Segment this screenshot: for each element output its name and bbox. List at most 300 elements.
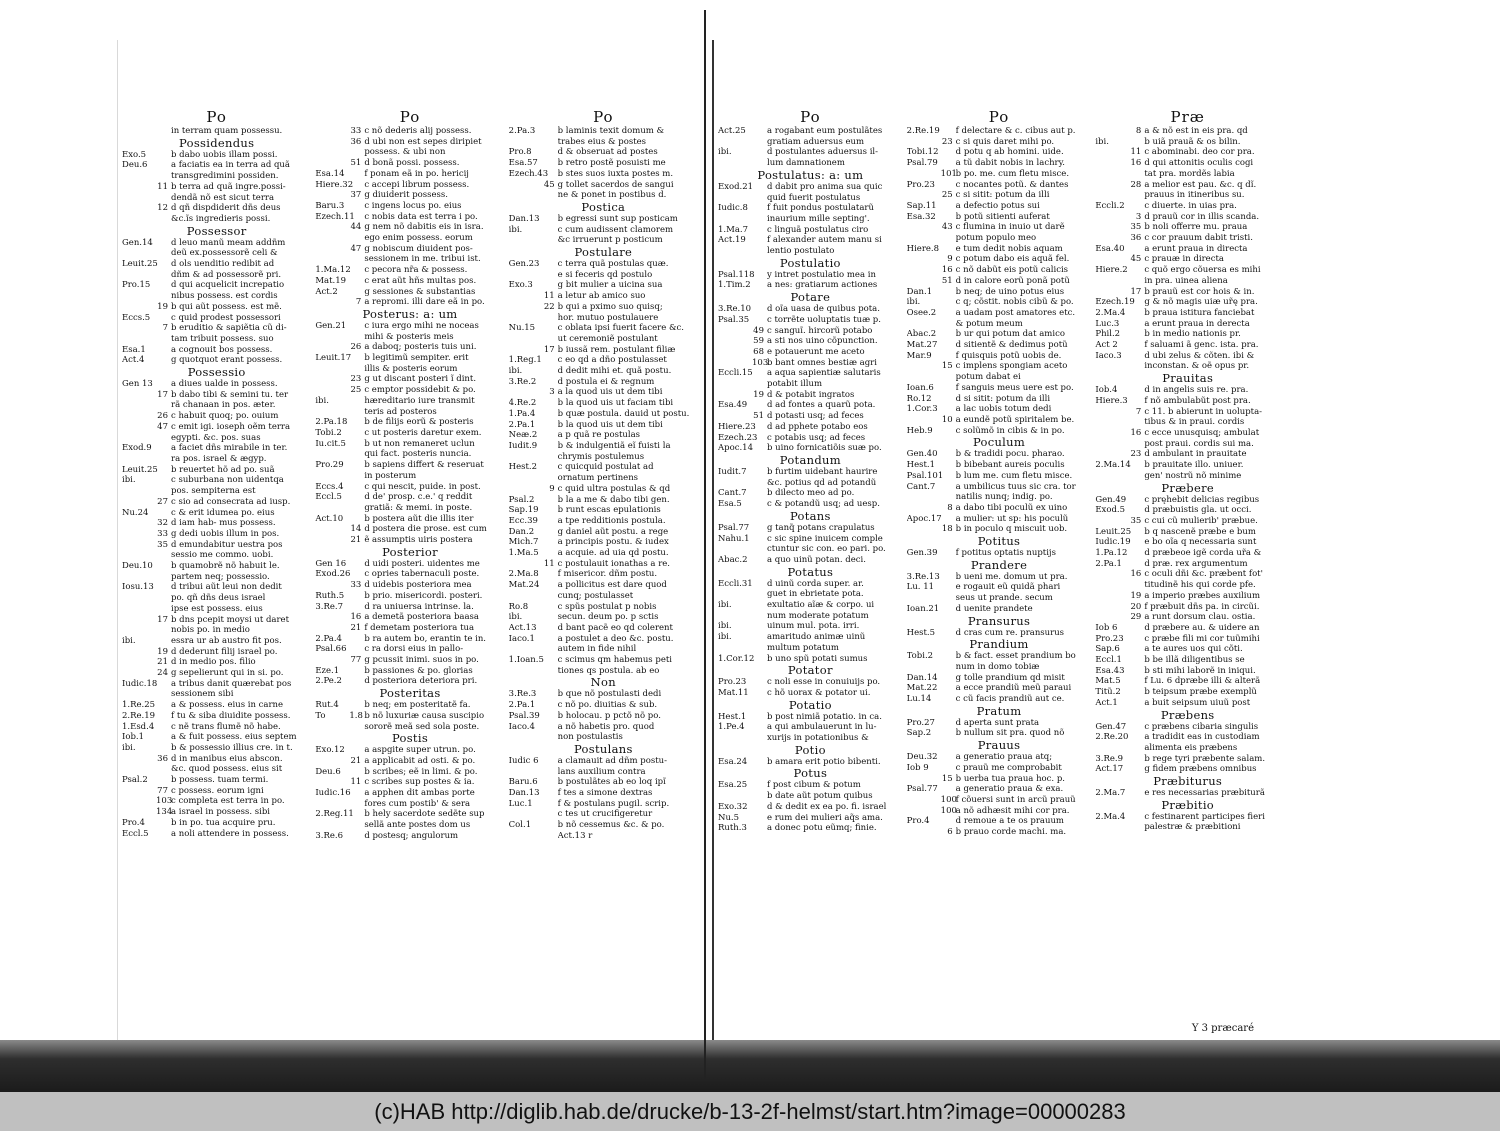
- chapter-number: [1129, 319, 1144, 330]
- index-line: [315, 222, 504, 233]
- chapter-number: [156, 280, 171, 291]
- book-reference: [315, 535, 349, 546]
- book-reference: [509, 644, 543, 655]
- index-line: [509, 655, 698, 666]
- entry-text: e rum dei mulieri aq̃s ama.: [767, 812, 883, 823]
- book-reference: [122, 486, 156, 497]
- entry-text: c potum dabo eis aquã fel.: [955, 254, 1070, 265]
- chapter-number: [543, 441, 558, 452]
- chapter-number: [752, 823, 767, 834]
- book-reference: Luc.3: [1095, 318, 1120, 329]
- book-reference: Pro.15: [122, 280, 151, 291]
- chapter-number: [543, 756, 558, 767]
- chapter-number: [752, 600, 767, 611]
- book-reference: 2.Pa.3: [508, 126, 536, 136]
- entry-text: &c. quod possess. eius sit: [171, 764, 283, 775]
- entry-text: b & indulgentiã eĩ fuisti la: [557, 440, 671, 451]
- index-line: [718, 632, 903, 643]
- index-entries: [122, 126, 311, 839]
- chapter-number: 15: [941, 361, 953, 372]
- entry-text: amaritudo animæ uinũ: [767, 632, 866, 643]
- book-reference: [718, 544, 752, 555]
- chapter-number: [941, 212, 956, 223]
- chapter-number: [941, 548, 956, 559]
- chapter-number: 19: [157, 301, 168, 312]
- book-reference: Sap.11: [906, 200, 937, 211]
- index-line: [1095, 743, 1280, 754]
- entry-text: d qui attonitis oculis cogi: [1144, 158, 1254, 169]
- book-reference: [122, 400, 156, 411]
- book-reference: Apoc.14: [718, 443, 753, 454]
- book-reference: [907, 319, 941, 330]
- entry-text: b passiones & po. glorias: [364, 665, 473, 676]
- index-line: [907, 254, 1092, 265]
- chapter-number: 68: [753, 346, 764, 357]
- chapter-number: 47: [157, 421, 168, 432]
- book-reference: 2.Pa.18: [315, 417, 348, 428]
- entry-text: b dns pcepit moysi ut daret: [171, 614, 290, 625]
- index-line: [1095, 201, 1280, 212]
- index-line: [1095, 516, 1280, 527]
- entry-text: titudinẽ his qui corde pfe.: [1144, 580, 1256, 591]
- index-line: [315, 460, 504, 471]
- book-reference: ibi.: [508, 224, 523, 235]
- index-line: [122, 238, 311, 249]
- entry-text: b sapiens differt & reseruat: [364, 460, 484, 471]
- entry-text: c præbens cibaria singulis: [1144, 721, 1259, 732]
- chapter-number: 25: [941, 190, 953, 201]
- index-line: [315, 353, 504, 364]
- entry-text: nobis po. in medio: [171, 625, 250, 636]
- entry-text: c spũs postulat p nobis: [557, 601, 657, 612]
- entry-text: b furtim uidebant haurire: [767, 466, 878, 477]
- chapter-number: [156, 700, 171, 711]
- book-reference: [1095, 612, 1129, 623]
- entry-text: potum dabat ei: [955, 372, 1021, 383]
- entry-text: a nõ adhæsit mihi cor pra.: [955, 805, 1070, 816]
- entry-text: b quæ postula. dauid ut postu.: [557, 408, 690, 419]
- headword: Postica: [581, 199, 626, 214]
- chapter-number: [543, 655, 558, 666]
- index-line: [718, 182, 903, 193]
- entry-text: b prauo corde machi. ma.: [955, 827, 1067, 838]
- entry-text: c festinarent participes fieri: [1144, 811, 1265, 822]
- chapter-number: [1129, 559, 1144, 570]
- index-line: [122, 323, 311, 334]
- index-line: [907, 190, 1092, 201]
- book-reference: [509, 190, 543, 201]
- entry-text: &c irruerunt p posticum: [557, 235, 663, 246]
- entry-text: f delectare & c. cibus aut p.: [955, 126, 1076, 136]
- index-line: [509, 270, 698, 281]
- entry-text: trabes eius & postes: [557, 136, 647, 147]
- index-line: [122, 657, 311, 668]
- scan-bottom-shadow: [0, 1040, 1500, 1094]
- book-reference: Iosu.13: [122, 582, 154, 593]
- entry-text: a apphen dit ambas porte: [364, 788, 475, 799]
- entry-text: a uadam post amatores etc.: [955, 307, 1076, 318]
- entry-text: d uidi posteri. uidentes me: [364, 558, 480, 569]
- book-reference: 1.Reg.1: [508, 355, 542, 366]
- chapter-number: 8: [1135, 126, 1142, 136]
- entry-text: c ra dorsi eius in pallo-: [364, 644, 464, 655]
- index-line: [509, 644, 698, 655]
- book-reference: [122, 625, 156, 636]
- index-line: [122, 743, 311, 754]
- book-reference: Esa.57: [508, 158, 538, 169]
- book-reference: 1.Ma.12: [315, 265, 351, 276]
- chapter-number: [156, 400, 171, 411]
- chapter-number: [1129, 788, 1144, 799]
- entry-text: seus ut prande. secum: [955, 593, 1053, 604]
- book-reference: Hiere.2: [1095, 265, 1128, 276]
- book-reference: Esa.14: [315, 168, 345, 179]
- index-line: [718, 600, 903, 611]
- index-line: [509, 602, 698, 613]
- entry-text: b que nõ postulasti dedi: [557, 689, 662, 700]
- index-line: [315, 201, 504, 212]
- index-line: [718, 677, 903, 688]
- book-reference: [718, 214, 752, 225]
- index-line: [509, 158, 698, 169]
- entry-text: b prauitate illo. uniuer.: [1144, 460, 1244, 471]
- entry-text: &c. potius qd ad potandũ: [767, 477, 877, 488]
- index-line: [315, 623, 504, 634]
- chapter-number: [349, 799, 364, 810]
- index-line: [509, 137, 698, 148]
- entry-text: a tpe redditionis postula.: [557, 515, 666, 526]
- index-line: [122, 807, 311, 818]
- chapter-number: [543, 355, 558, 366]
- chapter-number: [752, 193, 767, 204]
- book-reference: 2.Ma.14: [1095, 460, 1131, 471]
- book-reference: Gen.23: [508, 259, 540, 270]
- chapter-number: [543, 580, 558, 591]
- entry-text: teris ad posteros: [364, 406, 437, 417]
- chapter-number: [752, 621, 767, 632]
- signature-mark: Y 3 præcaré: [1191, 1023, 1254, 1034]
- entry-text: g sessiones & substantias: [364, 286, 476, 297]
- headword: Potatus: [787, 564, 834, 579]
- chapter-number: 36: [350, 136, 362, 147]
- chapter-number: [1129, 297, 1144, 308]
- index-line: [1095, 233, 1280, 244]
- chapter-number: [349, 265, 364, 276]
- chapter-number: [752, 400, 767, 411]
- entry-text: illis & posteris eorum: [364, 363, 458, 374]
- chapter-number: 3: [549, 387, 555, 398]
- book-reference: Lu. 11: [906, 582, 935, 593]
- book-reference: Act.2: [315, 286, 338, 297]
- chapter-number: [156, 238, 171, 249]
- index-line: [718, 555, 903, 566]
- index-line: [1095, 212, 1280, 223]
- index-line: [509, 323, 698, 334]
- entry-text: a dabo tibi poculũ ex uino: [955, 502, 1068, 513]
- book-reference: Hest.5: [906, 627, 936, 638]
- entry-text: c nobis data est terra i po.: [364, 211, 478, 222]
- index-line: [122, 334, 311, 345]
- book-reference: Baru.6: [508, 777, 538, 788]
- entry-text: b ut non remaneret uclun: [364, 438, 475, 449]
- index-line: [315, 644, 504, 655]
- index-line: [315, 233, 504, 244]
- chapter-number: 28: [1130, 179, 1142, 190]
- headword: Postulatio: [779, 255, 841, 270]
- entry-text: b be illã diligentibus se: [1144, 655, 1245, 666]
- chapter-number: [349, 831, 364, 842]
- index-line: [315, 831, 504, 842]
- chapter-number: [349, 276, 364, 287]
- entry-text: b nõ cessemus &c. & po.: [557, 820, 665, 831]
- book-reference: [315, 147, 349, 158]
- entry-text: d ubi non est sepes diripiet: [364, 136, 482, 147]
- book-reference: [315, 449, 349, 460]
- book-reference: [122, 411, 156, 422]
- index-line: [509, 484, 698, 495]
- chapter-number: 16: [1130, 158, 1142, 169]
- book-reference: 2.Re.19: [122, 710, 156, 721]
- book-reference: Hest.1: [906, 460, 936, 471]
- book-reference: Heb.9: [906, 425, 933, 436]
- book-reference: [907, 593, 941, 604]
- chapter-number: [543, 623, 558, 634]
- chapter-number: [543, 137, 558, 148]
- entry-text: alimenta eis præbens: [1144, 742, 1238, 753]
- index-line: [907, 180, 1092, 191]
- book-reference: [315, 756, 349, 767]
- book-reference: [718, 137, 752, 148]
- book-reference: 1.Tim.2: [718, 280, 751, 291]
- chapter-number: 100: [940, 794, 957, 805]
- index-line: [718, 137, 903, 148]
- index-line: [122, 722, 311, 733]
- entry-text: b postulãtes ab eo loq ipĩ: [557, 777, 666, 788]
- chapter-number: [543, 214, 558, 225]
- chapter-number: [349, 396, 364, 407]
- entry-text: c oblata ipsi fuerit facere &c.: [557, 323, 684, 334]
- index-line: [509, 623, 698, 634]
- index-line: [718, 621, 903, 632]
- book-reference: Mat.5: [1095, 676, 1121, 687]
- index-line: [907, 308, 1092, 319]
- index-line: [509, 366, 698, 377]
- index-line: [509, 820, 698, 831]
- entry-text: possess. & ubi non: [364, 147, 446, 158]
- chapter-number: [543, 313, 558, 324]
- book-reference: [122, 689, 156, 700]
- book-reference: Dan.13: [508, 213, 540, 224]
- index-line: [315, 788, 504, 799]
- index-line: [907, 471, 1092, 482]
- index-line: [907, 604, 1092, 615]
- chapter-number: 47: [350, 243, 362, 254]
- chapter-number: [1129, 687, 1144, 698]
- book-reference: [718, 336, 752, 347]
- book-reference: Hest.1: [718, 711, 747, 722]
- book-reference: ibi.: [906, 297, 921, 308]
- book-reference: [122, 454, 156, 465]
- chapter-number: [349, 492, 364, 503]
- index-line: [122, 433, 311, 444]
- entry-text: b & fact. esset prandium bo: [955, 651, 1076, 662]
- entry-text: d postulantes aduersus il-: [767, 147, 879, 158]
- entry-text: mihi & posteris meis: [364, 331, 454, 342]
- book-reference: [509, 831, 543, 842]
- index-line: [718, 315, 903, 326]
- chapter-number: [543, 809, 558, 820]
- chapter-number: [1129, 722, 1144, 733]
- chapter-number: 16: [941, 265, 953, 276]
- entry-text: secun. deum po. p sctis: [557, 612, 659, 623]
- entry-text: a pollicitus est dare quod: [557, 580, 667, 591]
- headword: Potio: [794, 742, 826, 757]
- entry-text: f Lu. 6 dpræbe illi & alterã: [1144, 676, 1261, 687]
- chapter-number: [156, 193, 171, 204]
- chapter-number: 35: [1130, 222, 1142, 233]
- index-line: [509, 799, 698, 810]
- entry-text: egypti. &c. pos. suas: [171, 432, 261, 443]
- entry-text: c postulauit ionathas a re.: [557, 558, 670, 569]
- book-reference: Iudic 6: [508, 755, 539, 766]
- entry-text: g quotquot erant possess.: [171, 355, 283, 366]
- index-line: [315, 407, 504, 418]
- book-reference: Act.17: [1095, 764, 1124, 775]
- chapter-number: [1129, 265, 1144, 276]
- entry-text: c 11. b abierunt in uolupta-: [1144, 406, 1263, 417]
- index-line: [907, 372, 1092, 383]
- chapter-number: [941, 158, 956, 169]
- entry-text: c & potandũ usq; ad uesp.: [767, 499, 880, 510]
- chapter-number: [349, 644, 364, 655]
- index-line: [122, 615, 311, 626]
- entry-text: c & erit idumea po. eius: [171, 507, 275, 518]
- book-reference: 2.Reg.11: [315, 809, 354, 820]
- chapter-number: [543, 788, 558, 799]
- chapter-number: [941, 482, 956, 493]
- index-line: [1095, 822, 1280, 833]
- entry-text: c cor prauum dabit tristi.: [1144, 233, 1253, 244]
- chapter-number: [156, 379, 171, 390]
- index-line: [122, 291, 311, 302]
- book-reference: [907, 276, 941, 287]
- book-reference: [718, 158, 752, 169]
- index-line: [907, 394, 1092, 405]
- entry-text: c completa est terra in po.: [171, 796, 285, 807]
- entry-text: non postulastis: [557, 732, 623, 743]
- index-line: [718, 579, 903, 590]
- entry-text: d dederunt filij israel po.: [171, 646, 278, 657]
- index-line: [907, 147, 1092, 158]
- chapter-number: [349, 460, 364, 471]
- book-reference: 2.Ma.8: [508, 569, 539, 580]
- chapter-number: [349, 634, 364, 645]
- index-line: [122, 422, 311, 433]
- chapter-number: [752, 137, 767, 148]
- book-reference: Psal.79: [906, 158, 938, 169]
- index-line: [122, 754, 311, 765]
- entry-text: a runt dorsum clau. ostia.: [1144, 612, 1256, 623]
- chapter-number: [1129, 623, 1144, 634]
- book-reference: [509, 137, 543, 148]
- chapter-number: 51: [753, 411, 764, 422]
- entry-text: g tanq̃ potans crapulatus: [767, 522, 875, 533]
- book-reference: Apoc.17: [906, 513, 942, 524]
- book-reference: 3.Re.7: [315, 601, 343, 612]
- book-reference: [718, 791, 752, 802]
- entry-text: d postula ei & regnum: [557, 376, 655, 387]
- book-reference: [907, 222, 941, 233]
- chapter-number: [1129, 743, 1144, 754]
- index-line: [1095, 612, 1280, 623]
- entry-text: c emit igi. ioseph oẽm terra: [171, 421, 291, 432]
- chapter-number: [1129, 169, 1144, 180]
- entry-text: e rogauit eũ quidã phari: [955, 582, 1061, 593]
- book-reference: 2.Re.20: [1095, 732, 1129, 743]
- headword: Postulare: [574, 245, 633, 260]
- chapter-number: [752, 270, 767, 281]
- chapter-number: [941, 394, 956, 405]
- index-line: [907, 582, 1092, 593]
- index-line: [315, 137, 504, 148]
- index-line: [315, 591, 504, 602]
- chapter-number: 8: [947, 502, 953, 513]
- chapter-number: [156, 291, 171, 302]
- book-reference: Esa.43: [1095, 665, 1125, 676]
- index-line: [1095, 222, 1280, 233]
- book-reference: [122, 796, 156, 807]
- book-reference: 3.Re.13: [906, 571, 940, 582]
- index-line: [315, 569, 504, 580]
- index-line: [1095, 428, 1280, 439]
- index-line: [122, 379, 311, 390]
- index-line: [1095, 417, 1280, 428]
- book-reference: [718, 326, 752, 337]
- headword: Potator: [787, 663, 833, 678]
- index-line: [315, 602, 504, 613]
- chapter-number: [543, 398, 558, 409]
- entry-text: dñm & ad possessorẽ pri.: [171, 269, 282, 280]
- book-reference: [509, 270, 543, 281]
- book-reference: Psal.77: [718, 522, 750, 533]
- book-reference: [1095, 361, 1129, 372]
- book-reference: Exod.26: [315, 569, 351, 580]
- entry-text: d ubi zelus & cõten. ibi &: [1144, 350, 1255, 361]
- book-reference: [509, 345, 543, 356]
- index-line: [509, 711, 698, 722]
- book-reference: Mich.7: [508, 537, 539, 548]
- book-reference: [315, 126, 349, 137]
- chapter-number: [349, 439, 364, 450]
- entry-text: g tolle prandium qd misit: [955, 672, 1065, 683]
- chapter-number: [1129, 495, 1144, 506]
- chapter-number: [156, 550, 171, 561]
- index-line: [509, 700, 698, 711]
- entry-text: d uenite prandete: [955, 603, 1033, 614]
- chapter-number: 23: [350, 374, 362, 385]
- index-line: [509, 280, 698, 291]
- entry-text: c abominabi. deo cor pra.: [1144, 147, 1255, 158]
- chapter-number: 11: [157, 181, 168, 192]
- book-reference: Iudic.8: [718, 203, 748, 214]
- index-line: [509, 169, 698, 180]
- chapter-number: [1129, 190, 1144, 201]
- book-reference: [122, 390, 156, 401]
- headword: Præbiturus: [1153, 774, 1223, 789]
- entry-text: a daboq; posteris tuis uni.: [364, 342, 477, 353]
- headword: Pratum: [976, 703, 1022, 718]
- book-reference: Hiere.23: [718, 421, 756, 432]
